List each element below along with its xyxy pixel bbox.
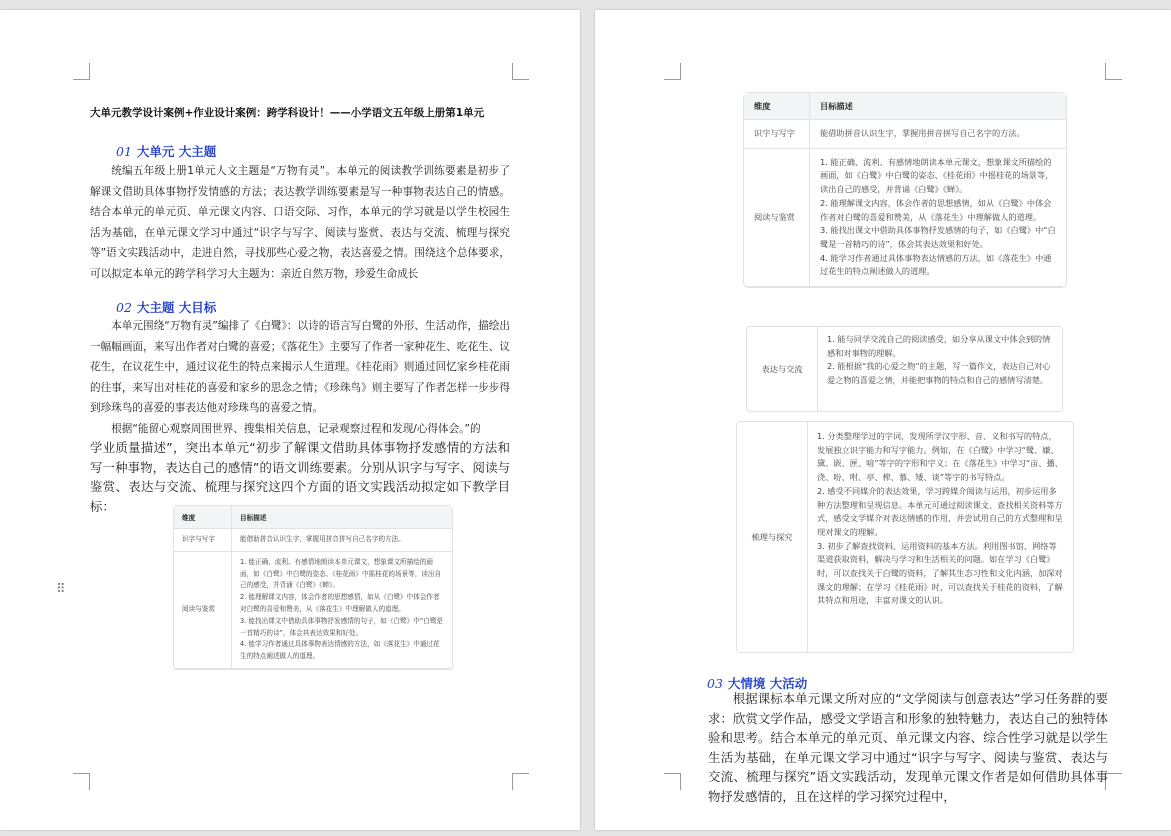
table-cell-description: 1. 能与同学交流自己的阅读感受，如分享从课文中体会到的情感和对事物的理解。 2. 能根据“我的心爱之物”的主题，写一篇作文，表达自己对心爱之物的喜爱之情，并能把事物的特点和自己的感情写清楚。: [827, 334, 1051, 386]
goals-table: [743, 92, 1067, 288]
section-title: 大主题 大目标: [136, 300, 217, 315]
table-cell-description: 能借助拼音认识生字，掌握用拼音拼写自己名字的方法。: [232, 529, 452, 552]
table-cell-dimension: 梳理与探究: [737, 422, 808, 652]
paragraph: 统编五年级上册1单元人文主题是“万物有灵”。本单元的阅读教学训练要素是初步了解课文借助具体事物抒发情感的方法；表达教学训练要素是写一种事物表达自己的情感。结合本单元的单元页、单元课文内容、口语交际、习作，本单元的学习就是以学生校园生活为基础，在单元课文学习中通过“识字与写字、阅读与鉴赏、表达与交流、梳理与探究等”语文实践活动中，走进自然，寻找那些心爱之物，表达喜爱之情。围绕这个总体要求，可以拟定本单元的跨学科学习大主题为：亲近自然万物，珍爱生命成长: [90, 165, 510, 280]
crop-mark: [1105, 63, 1122, 80]
section-number: 02: [116, 300, 132, 315]
table-row: [744, 149, 1066, 287]
table-row-fragment: [746, 326, 1063, 412]
table-cell-dimension: 识字与写字: [744, 120, 810, 149]
table-cell-description: 能借助拼音认识生字，掌握用拼音拼写自己名字的方法。: [810, 120, 1066, 149]
table-header: 维度: [174, 506, 232, 529]
drag-handle-icon[interactable]: ⠿: [56, 582, 65, 597]
crop-mark: [664, 63, 681, 80]
table-header-row: [174, 506, 452, 529]
paragraph: 本单元围绕“万物有灵”编排了《白鹭》：以诗的语言写白鹭的外形、生活动作，描绘出一幅幅画面，来写出作者对白鹭的喜爱；《落花生》主要写了作者一家种花生、吃花生、议花生，在议花生中，通过议花生的特点来揭示人生道理。《桂花雨》则通过回忆家乡桂花雨的往事，来写出对桂花的喜爱和家乡的思念之情；《珍珠鸟》则主要写了作者怎样一步步得到珍珠鸟的喜爱的事表达他对珍珠鸟的喜爱之情。: [90, 320, 510, 415]
table-cell-dimension: 阅读与鉴赏: [174, 552, 232, 669]
crop-mark: [73, 63, 90, 80]
table-row: [174, 529, 452, 552]
section-heading-2: [116, 298, 216, 316]
crop-mark: [73, 773, 90, 790]
table-header-row: [744, 93, 1066, 120]
section-title: 大单元 大主题: [136, 144, 217, 159]
goals-table-thumbnail: [173, 505, 453, 670]
table-header: 目标描述: [232, 506, 452, 529]
table-cell-description: 1. 分类整理学过的字词，发现所学汉字形、音、义和书写的特点，发展独立识字能力和写字能力。例如，在《白鹭》中学习“鹭、嫌、黛、嵌、匣、喑”等字的字形和字义；在《落花生》中学习“亩、播、浇、吩、咐、亭、榨、慕、矮、谈”等字的书写特点。 2. 感受不同媒介的表达效果，学习跨媒介阅读与运用，初步运用多种方法整理和呈现信息。本单元可通过阅读课文、查找相关资料等方式，感受文学媒介对表达情感的作用，并尝试用自己的方式整理和呈现对课文的理解。 3. 初步了解查找资料、运用资料的基本方法。利用图书馆、网络等渠道获取资料，解决与学习和生活相关的问题。如在学习《白鹭》时，可以查找关于白鹭的资料，了解其生态习性和文化内涵，加深对课文的理解；在学习《桂花雨》时，可以查找关于桂花的资料，了解其特点和用途，丰富对课文的认识。: [817, 431, 1063, 606]
table-cell-description: 1. 能正确、流利、有感情地朗读本单元课文，想象课文所描绘的画面，如《白鹭》中白鹭的姿态、《桂花雨》中摇桂花的场景等，读出自己的感受，并背诵《白鹭》《蝉》。 2. 能理解课文内容，体会作者的思想感情，如从《白鹭》中体会作者对白鹭的喜爱和赞美，从《落花生》中理解做人的道理。 3. 能找出课文中借助具体事物抒发感情的句子，如《白鹭》中“白鹭是一首精巧的诗”，体会其表达效果和好处。 4. 能学习作者通过具体事物表达情感的方法，如《落花生》中通过花生的特点阐述做人的道理。: [232, 552, 452, 669]
crop-mark: [512, 63, 529, 80]
section-title: 大情境 大活动: [727, 676, 808, 691]
paragraph: 根据“能留心观察周围世界、搜集相关信息，记录观察过程和发现/心得体会。”的: [111, 423, 481, 435]
table-row: [744, 120, 1066, 149]
document-page-left: [0, 10, 580, 830]
section-heading-1: [116, 142, 216, 160]
table-row-fragment: [736, 421, 1074, 653]
crop-mark: [664, 773, 681, 790]
table-header: 目标描述: [810, 93, 1066, 120]
paragraph: 根据课标本单元课文所对应的“文学阅读与创意表达”学习任务群的要求：欣赏文学作品，感受文学语言和形象的独特魅力，表达自己的独特体验和思考。结合本单元的单元页、单元课文内容、综合性学习就是以学生生活为基础，在单元课文学习中通过“识字与写字、阅读与鉴赏、表达与交流、梳理与探究”语文实践活动，发现单元课文作者是如何借助具体事物抒发感情的，且在这样的学习探究过程中，: [708, 691, 1108, 804]
table-header: 维度: [744, 93, 810, 120]
document-page-right: [595, 10, 1171, 830]
paragraph: 学业质量描述”，突出本单元“初步了解课文借助具体事物抒发感情的方法和写一种事物，表达自己的感情”的语文训练要素。分别从识字与写字、阅读与鉴赏、表达与交流、梳理与探究这四个方面的语文实践活动拟定如下教学目标：: [90, 440, 510, 514]
section-number: 01: [116, 144, 132, 159]
section-number: 03: [707, 676, 723, 691]
table-row: [174, 552, 452, 669]
crop-mark: [512, 773, 529, 790]
table-cell-dimension: 表达与交流: [747, 327, 818, 411]
table-cell-description: 1. 能正确、流利、有感情地朗读本单元课文，想象课文所描绘的画面，如《白鹭》中白鹭的姿态、《桂花雨》中摇桂花的场景等，读出自己的感受，并背诵《白鹭》《蝉》。 2. 能理解课文内容，体会作者的思想感情，如从《白鹭》中体会作者对白鹭的喜爱和赞美，从《落花生》中理解做人的道理。 3. 能找出课文中借助具体事物抒发感情的句子，如《白鹭》中“白鹭是一首精巧的诗”，体会其表达效果和好处。 4. 能学习作者通过具体事物表达情感的方法，如《落花生》中通过花生的特点阐述做人的道理。: [810, 149, 1066, 287]
table-cell-dimension: 阅读与鉴赏: [744, 149, 810, 287]
document-title: 大单元教学设计案例+作业设计案例：跨学科设计！——小学语文五年级上册第1单元: [90, 107, 485, 119]
table-cell-dimension: 识字与写字: [174, 529, 232, 552]
